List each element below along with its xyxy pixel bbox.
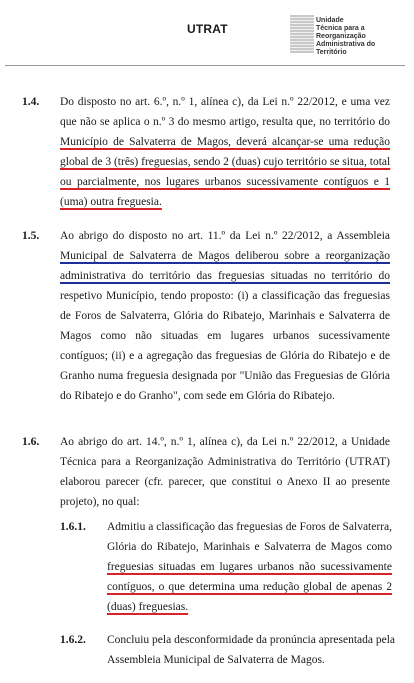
text-line: Do disposto no art. 6.º, n.º 1, alínea c), da Lei n.º 22/2012, e uma vez bbox=[60, 96, 390, 108]
text-line-underlined-red: global de 3 (três) freguesias, sendo 2 (duas) cujo território se situa, total bbox=[60, 156, 391, 168]
text-line: que não se aplica o n.º 3 do mesmo artigo, resulta que, no território do bbox=[60, 116, 390, 128]
text-line: Admitiu a classificação das freguesias de Foros de Salvaterra, bbox=[107, 521, 392, 533]
logo-text: Unidade Técnica para a Reorganização Administrativa do Território bbox=[316, 17, 376, 56]
section-number-1-5: 1.5. bbox=[22, 230, 40, 242]
paragraph-1-4 bbox=[60, 92, 390, 212]
text-line-underlined-red: contíguos, o que determina uma redução global de apenas 2 bbox=[107, 581, 392, 593]
text-line-underlined-red: Município de Salvaterra de Magos, deverá alcançar-se uma redução bbox=[60, 136, 390, 148]
text-line: contíguos; (ii) e a agregação das freguesias de Glória do Ribatejo e de bbox=[60, 350, 390, 362]
text-line-underlined-red: freguesias situadas em lugares urbanos não sucessivamente bbox=[107, 561, 392, 573]
text-line: Magos como não situadas em lugares urbanos sucessivamente bbox=[60, 330, 390, 342]
text-line: Glória do Ribatejo, Marinhais e Salvaterra de Magos como bbox=[107, 541, 392, 553]
paragraph-1-6 bbox=[60, 432, 390, 512]
section-number-1-4: 1.4. bbox=[22, 96, 40, 108]
section-number-1-6-1: 1.6.1. bbox=[60, 521, 86, 533]
text-line: Ao abrigo do disposto no art. 11.º da Lei n.º 22/2012, a Assembleia bbox=[60, 230, 390, 242]
section-number-1-6-2: 1.6.2. bbox=[60, 634, 86, 646]
paragraph-1-5 bbox=[60, 226, 390, 406]
header-divider bbox=[5, 65, 405, 66]
text-underlined-red: (duas) freguesias. bbox=[107, 601, 189, 613]
text-line: de Foros de Salvaterra, Glória do Ribatejo, Marinhais e Salvaterra de bbox=[60, 310, 390, 322]
header-title: UTRAT bbox=[187, 22, 228, 36]
section-number-1-6: 1.6. bbox=[22, 436, 40, 448]
text-line: Granho numa freguesia designada por "União das Freguesias de Glória bbox=[60, 370, 390, 382]
text-line: Concluiu pela desconformidade da pronúncia apresentada pela bbox=[107, 634, 396, 646]
text-line-underlined-red: ou parcialmente, nos lugares urbanos sucessivamente contíguos e 1 bbox=[60, 176, 390, 188]
page-header bbox=[0, 0, 414, 60]
text-line: Ao abrigo do art. 14.º, n.º 1, alínea c), da Lei n.º 22/2012, a Unidade bbox=[60, 436, 390, 448]
text-line-last bbox=[60, 192, 390, 212]
text-line: Técnica para a Reorganização Administrativa do Território (UTRAT) bbox=[60, 456, 390, 468]
paragraph-1-6-2 bbox=[107, 630, 396, 670]
paragraph-1-6-1 bbox=[107, 517, 392, 617]
text-line-underlined-blue: Municipal de Salvaterra de Magos deliberou sobre a reorganização bbox=[60, 250, 390, 262]
text-underlined-red: (uma) outra freguesia. bbox=[60, 196, 162, 208]
text-line-last: Assembleia Municipal de Salvaterra de Magos. bbox=[107, 654, 325, 666]
logo-graphic bbox=[290, 15, 314, 53]
text-line-underlined-blue: administrativa do território das freguesias situadas no território do bbox=[60, 270, 390, 282]
text-line-last: projeto), no qual: bbox=[60, 496, 140, 508]
text-line: respetivo Município, tendo proposto: (i) a classificação das freguesias bbox=[60, 290, 390, 302]
text-line-last: do Ribatejo e do Granho", com sede em Glória do Ribatejo. bbox=[60, 390, 335, 402]
text-line: elaborou parecer (cfr. parecer, que constitui o Anexo II ao presente bbox=[60, 476, 390, 488]
utrat-logo bbox=[290, 15, 380, 55]
text-line-last bbox=[107, 597, 392, 617]
